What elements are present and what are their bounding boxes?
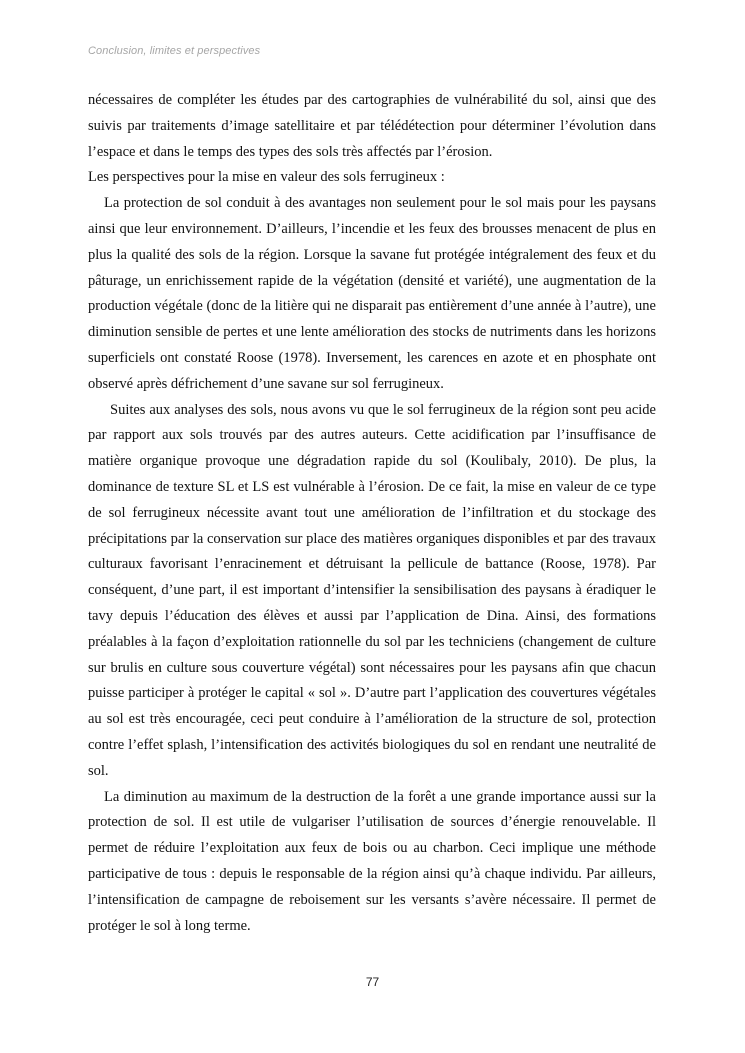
body-text — [88, 88, 656, 939]
paragraph-soil-analysis: Suites aux analyses des sols, nous avons vu que le sol ferrugineux de la région sont peu acide par rapport aux sols trouvés par des autres auteurs. Cette acidification par l’insuffisance de matière organique provoque une dégradation rapide du sol (Koulibaly, 2010). De plus, la dominance de texture SL et LS est vulnérable à l’érosion. De ce fait, la mise en valeur de ce type de sol ferrugineux nécessite avant tout une amélioration de l’infiltration et du stockage des précipitations par la conservation sur place des matières organiques disponibles et par des travaux culturaux favorisant l’enracinement et détruisant la pellicule de battance (Roose, 1978). Par conséquent, d’une part, il est important d’intensifier la sensibilisation des paysans à éradiquer le tavy depuis l’éducation des élèves et aussi par l’application de Dina. Ainsi, des formations préalables à la façon d’exploitation rationnelle du sol par les techniciens (changement de culture sur brulis en culture sous couverture végétal) sont nécessaires pour les paysans afin que chacun puisse participer à protéger le capital « sol ». D’autre part l’application des couvertures végétales au sol est très encouragée, ceci peut conduire à l’amélioration de la structure de sol, protection contre l’effet splash, l’intensification des activités biologiques du sol en rendant une neutralité de sol. — [88, 401, 656, 779]
page-number: 77 — [365, 975, 380, 989]
paragraph-forest-destruction: La diminution au maximum de la destruction de la forêt a une grande importance aussi sur la protection de sol. Il est utile de vulgariser l’utilisation de sources d’énergie renouvelable. Il permet de réduire l’exploitation aux feux de bois ou au charbon. Ceci implique une méthode participative de tous : depuis le responsable de la région ainsi qu’à chaque individu. Par ailleurs, l’intensification de campagne de reboisement sur les versants s’avère nécessaire. Il permet de protéger le sol à long terme. — [88, 788, 656, 934]
paragraph-soil-protection: La protection de sol conduit à des avantages non seulement pour le sol mais pour les paysans ainsi que leur environnement. D’ailleurs, l’incendie et les feux des brousses menacent de plus en plus la qualité des sols de la région. Lorsque la savane fut protégée intégralement des feux et du pâturage, un enrichissement rapide de la végétation (densité et variété), une augmentation de la production végétale (donc de la litière qui ne disparait pas entièrement d’une année à l’autre), une diminution sensible de pertes et une lente amélioration des stocks de nutriments dans les horizons superficiels ont constaté Roose (1978). Inversement, les carences en azote et en phosphate ont observé après défrichement d’une savane sur sol ferrugineux. — [88, 195, 656, 392]
paragraph-continuation: nécessaires de compléter les études par des cartographies de vulnérabilité du sol, ainsi que des suivis par traitements d’image satellitaire et par télédétection pour déterminer l’évolution dans l’espace et dans le temps des types des sols très affectés par l’érosion. — [88, 92, 656, 160]
paragraph-perspectives-heading: Les perspectives pour la mise en valeur des sols ferrugineux : — [88, 169, 445, 186]
running-header-title: Conclusion, limites et perspectives — [88, 45, 261, 57]
